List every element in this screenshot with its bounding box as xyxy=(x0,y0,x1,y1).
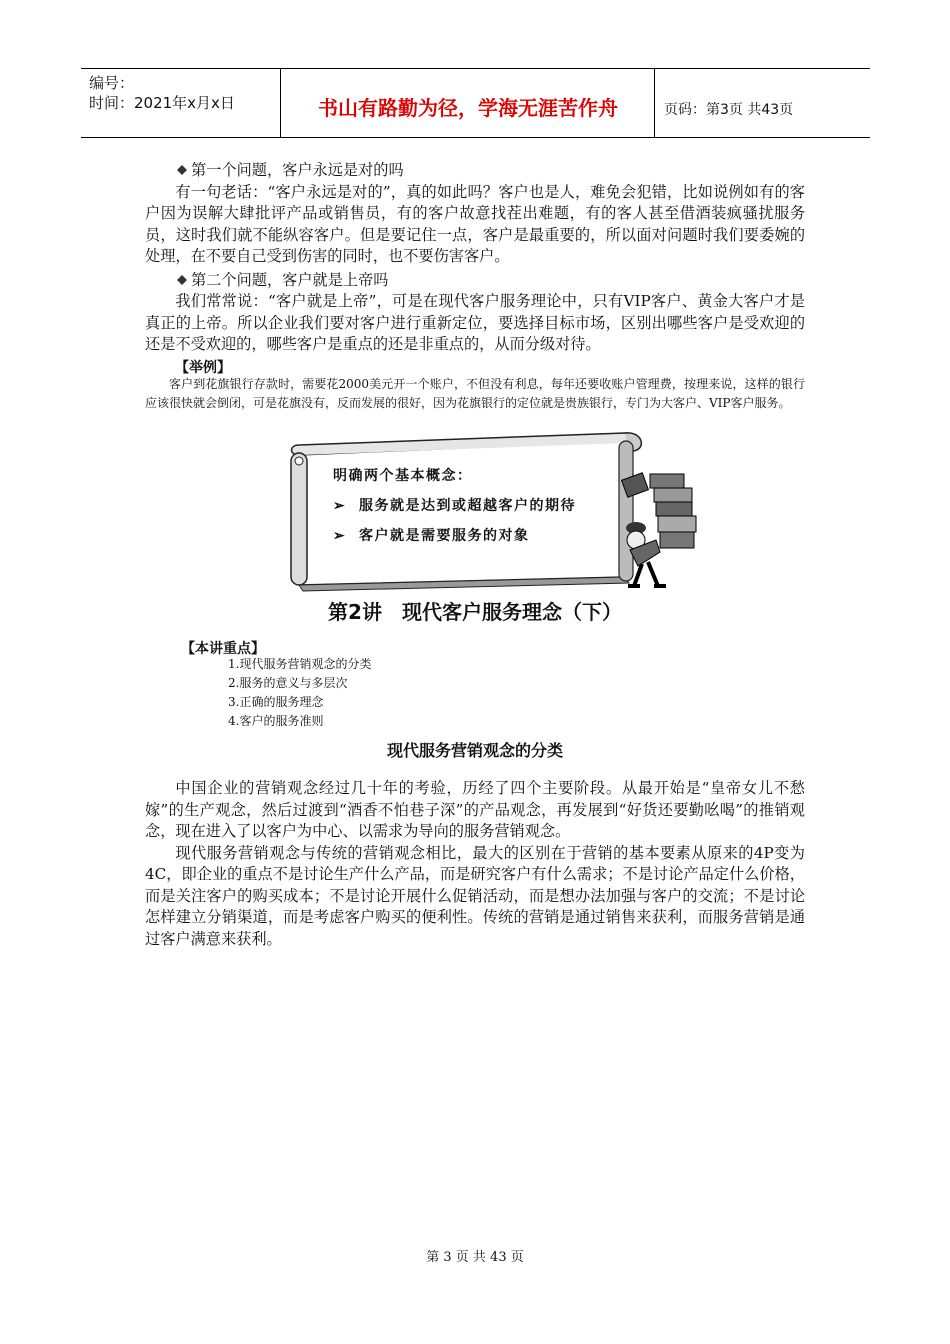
arrow-bullet-icon: ➢ xyxy=(333,528,347,544)
header-page-label: 页码：第3页 共43页 xyxy=(664,102,794,118)
key-point-item: 4.客户的服务准则 xyxy=(228,714,324,728)
section-paragraph-2: 现代服务营销观念与传统的营销观念相比，最大的区别在于营销的基本要素从原来的4P变为4C，即企业的重点不是讨论生产什么产品，而是研究客户有什么需求；不是讨论产品定什么价格，而是关注客户的购买成本；不是讨论开展什么促销活动，而是想办法加强与客户的交流；不是讨论怎样建立分销渠道，而是考虑客户购买的便利性。传统的营销是通过销售来获利，而服务营销是通过客户满意来获利。 xyxy=(145,843,805,948)
key-point-item: 2.服务的意义与多层次 xyxy=(228,676,348,690)
arrow-bullet-icon: ➢ xyxy=(333,498,347,514)
question-1-body: 有一句老话：“客户永远是对的”，真的如此吗？客户也是人，难免会犯错，比如说例如有的客户因为误解大肆批评产品或销售员，有的客户故意找茬出难题，有的客人甚至借酒装疯骚扰服务员，这时我们就不能纵容客户。但是要记住一点，客户是最重要的，所以面对问题时我们要委婉的处理，在不要自己受到伤害的同时，也不要伤害客户。 xyxy=(145,182,805,265)
lecture-title: 第2讲 现代客户服务理念（下） xyxy=(328,600,622,624)
key-point-item: 1.现代服务营销观念的分类 xyxy=(228,657,372,671)
question-1-title: 第一个问题，客户永远是对的吗 xyxy=(145,160,805,182)
diamond-bullet-icon xyxy=(177,165,187,175)
key-points-label: 【本讲重点】 xyxy=(181,641,265,657)
number-label: 编号： xyxy=(89,74,135,92)
header-motto: 书山有路勤为径，学海无涯苦作舟 xyxy=(282,69,655,137)
key-point-item: 3.正确的服务理念 xyxy=(228,695,324,709)
concepts-scroll xyxy=(285,427,655,592)
header-meta xyxy=(81,69,281,137)
page-footer: 第 3 页 共 43 页 xyxy=(426,1250,524,1265)
diamond-bullet-icon xyxy=(177,275,187,285)
time-label: 时间：2021年x月x日 xyxy=(89,94,235,112)
concept-item-1: ➢ 服务就是达到或超越客户的期待 xyxy=(333,498,576,514)
page-header xyxy=(81,68,870,138)
key-points-list xyxy=(228,655,371,731)
concept-item-2: ➢ 客户就是需要服务的对象 xyxy=(333,528,530,544)
section-title: 现代服务营销观念的分类 xyxy=(386,741,563,760)
section-paragraph-1: 中国企业的营销观念经过几十年的考验，历经了四个主要阶段。从最开始是“皇帝女儿不愁嫁”的生产观念，然后过渡到“酒香不怕巷子深”的产品观念，再发展到“好货还要勤吆喝”的推销观念，现在进入了以客户为中心、以需求为导向的服务营销观念。 xyxy=(145,779,805,840)
section-body xyxy=(145,778,805,950)
concepts-title: 明确两个基本概念： xyxy=(333,468,473,484)
example-body: 客户到花旗银行存款时，需要花2000美元开一个账户，不但没有利息，每年还要收账户管理费，按理来说，这样的银行应该很快就会倒闭，可是花旗没有，反而发展的很好，因为花旗银行的定位就是贵族银行，专门为大客户、VIP客户服务。 xyxy=(145,377,805,410)
person-carrying-boxes-icon xyxy=(612,470,722,590)
question-2-body: 我们常常说：“客户就是上帝”，可是在现代客户服务理论中，只有VIP客户、黄金大客户才是真正的上帝。所以企业我们要对客户进行重新定位，要选择目标市场，区别出哪些客户是受欢迎的还是不受欢迎的，哪些客户是重点的还是非重点的，从而分级对待。 xyxy=(145,292,805,353)
example-label: 【举例】 xyxy=(175,360,231,376)
question-2-title: 第二个问题，客户就是上帝吗 xyxy=(145,270,805,292)
questions-block xyxy=(145,160,805,356)
